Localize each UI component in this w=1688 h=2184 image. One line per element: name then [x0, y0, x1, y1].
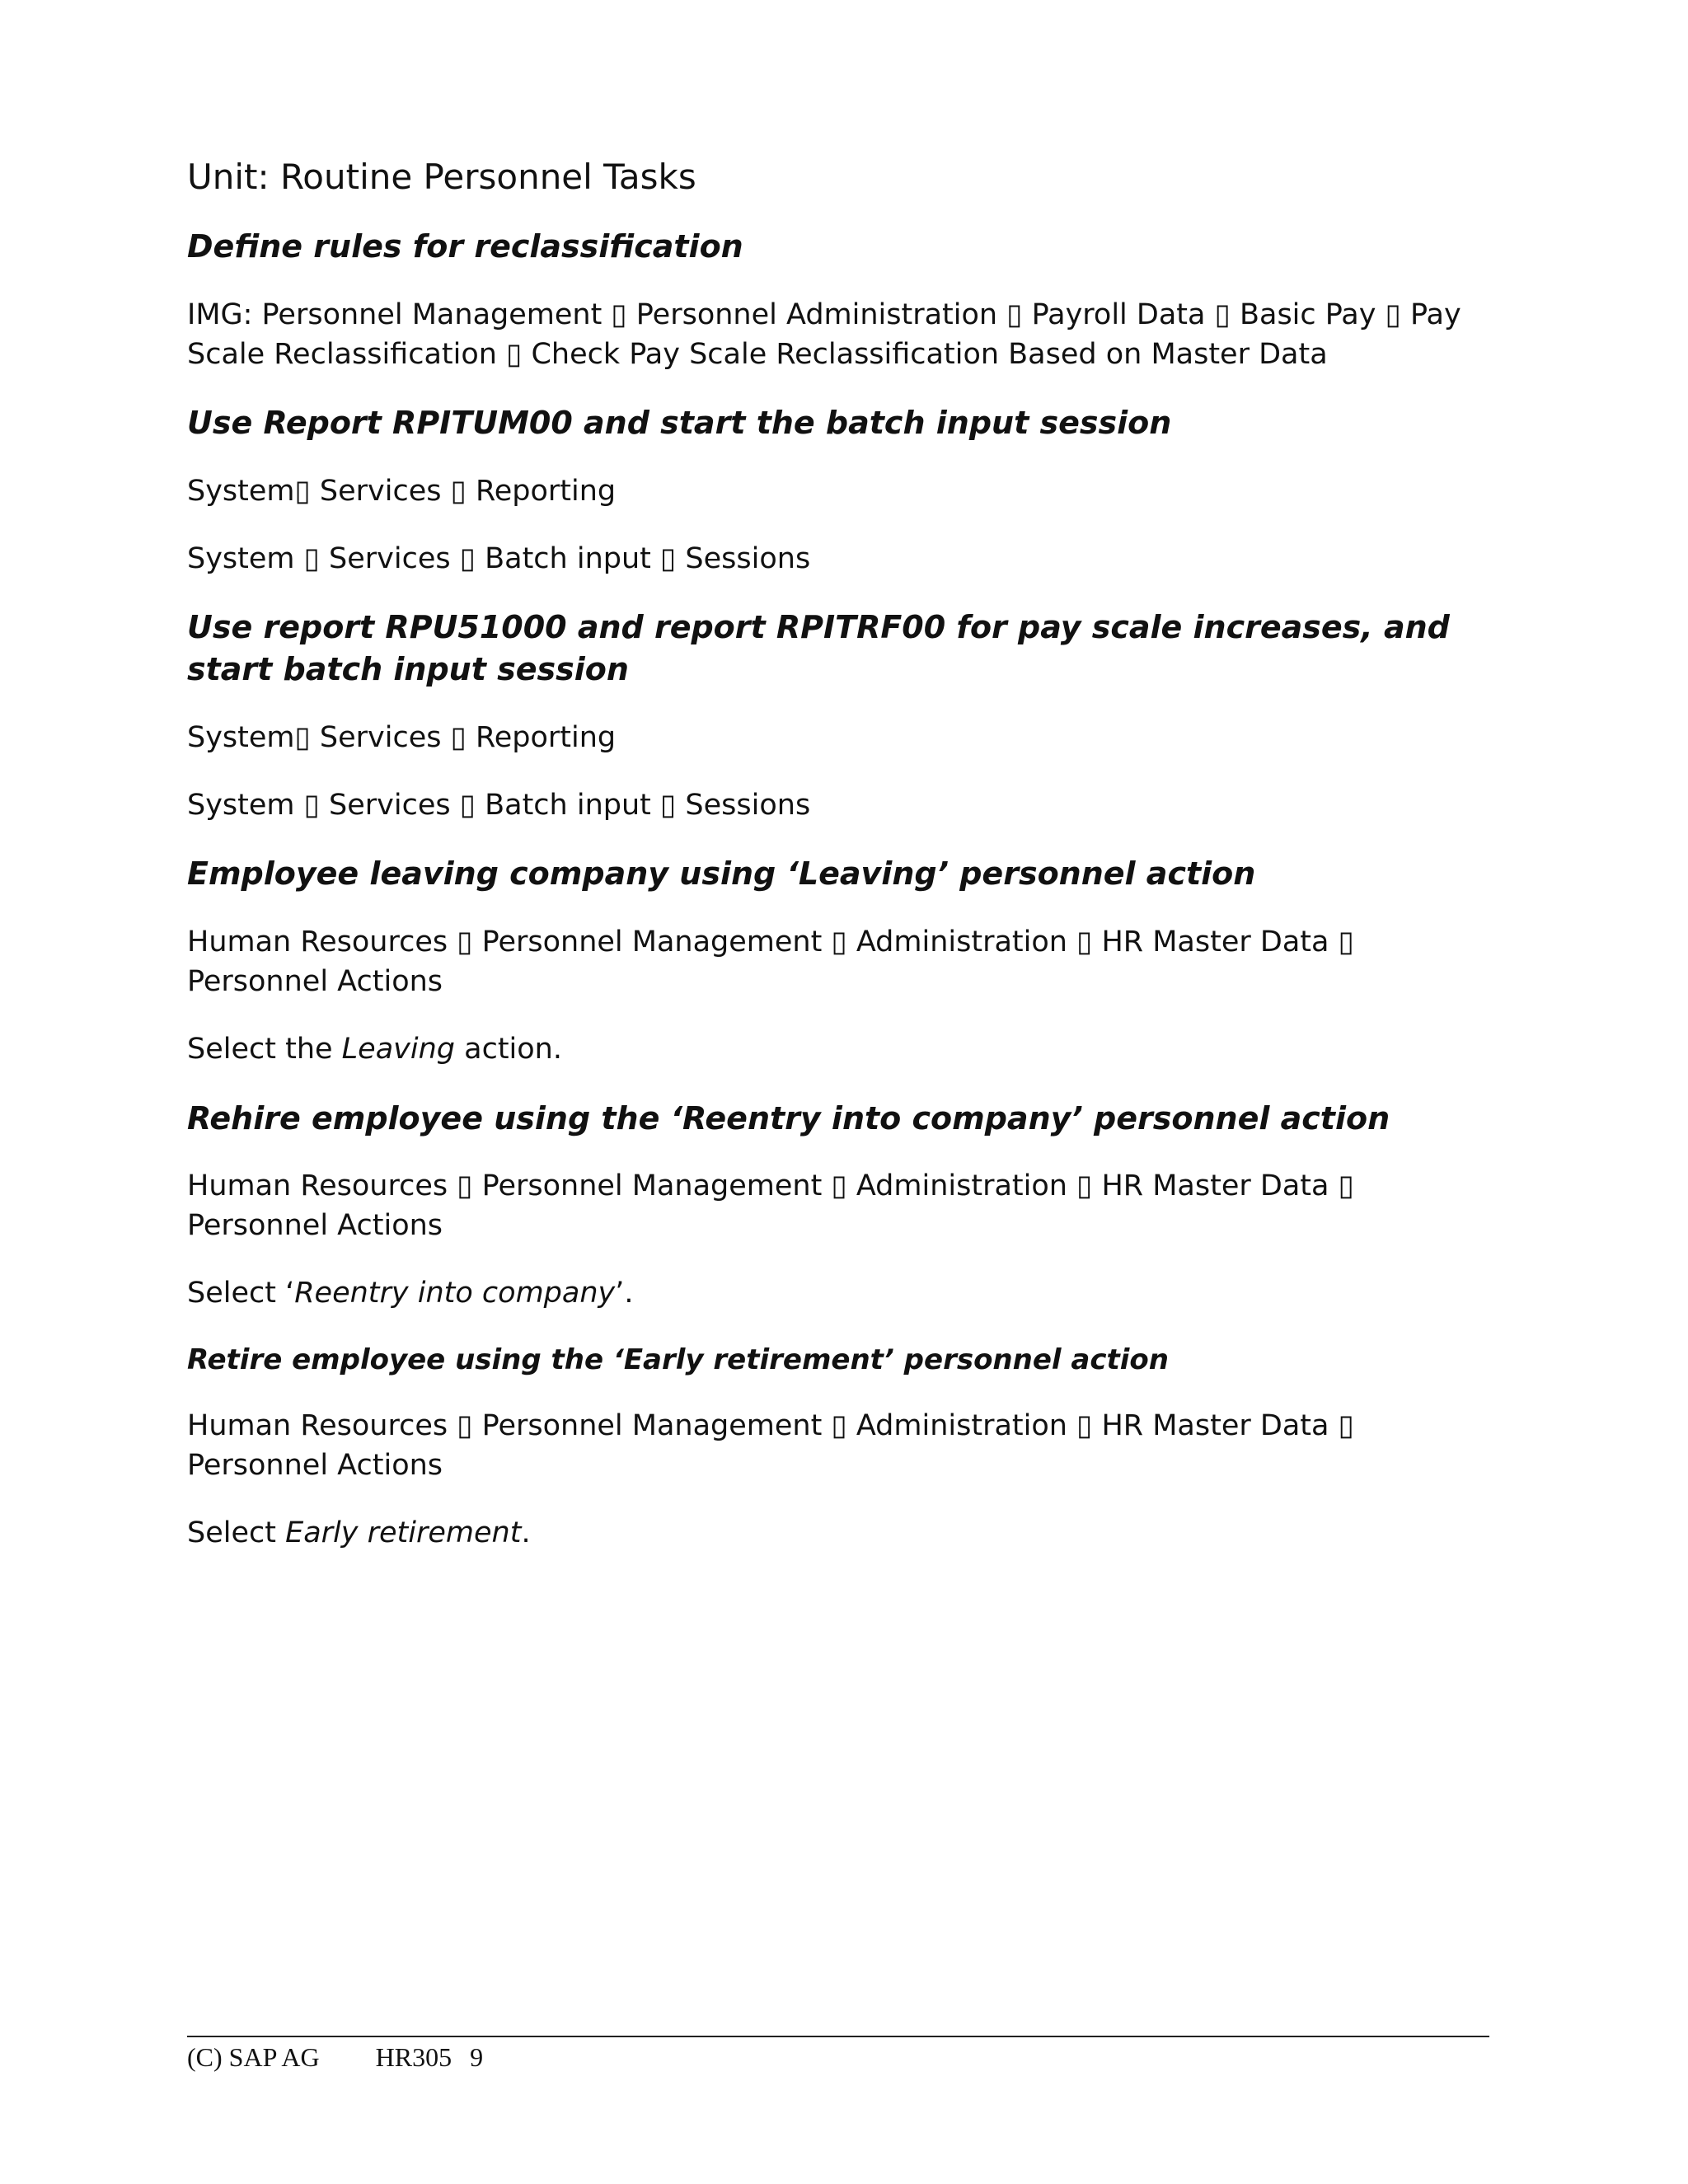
section-heading-reclassification-rules: Define rules for reclassification [187, 228, 743, 265]
section-heading-rpitum00: Use Report RPITUM00 and start the batch input session [187, 405, 1172, 442]
footer-copyright: (C) SAP AG [187, 2042, 320, 2072]
section-heading-pay-scale-increase: Use report RPU51000 and report RPITRF00 for pay scale increases, and start batch input session [187, 609, 1450, 688]
select-instruction-leaving [187, 1029, 1489, 1069]
action-name: Leaving [341, 1033, 455, 1066]
select-prefix: Select the [187, 1033, 342, 1066]
footer-course-code: HR305 [375, 2042, 452, 2072]
select-instruction-early-retirement [187, 1513, 1489, 1553]
img-path-reclassification: IMG: Personnel Management ▯ Personnel Administration ▯ Payroll Data ▯ Basic Pay ▯ Pay Scale Reclassification ▯ Check Pay Scale Reclassification Based on Master Data [187, 298, 1461, 371]
section-heading-rehire: Rehire employee using the ‘Reentry into company’ personnel action [187, 1099, 1390, 1137]
menu-path-batch-sessions: System ▯ Services ▯ Batch input ▯ Sessions [187, 789, 811, 823]
menu-path-batch-sessions: System ▯ Services ▯ Batch input ▯ Sessions [187, 541, 811, 575]
footer-page-number: 9 [470, 2042, 484, 2072]
section-heading-leaving: Employee leaving company using ‘Leaving’ personnel action [187, 855, 1256, 893]
menu-path-personnel-actions: Human Resources ▯ Personnel Management ▯ Administration ▯ HR Master Data ▯ Personnel Actions [187, 925, 1354, 998]
menu-path-personnel-actions: Human Resources ▯ Personnel Management ▯ Administration ▯ HR Master Data ▯ Personnel Actions [187, 1169, 1354, 1243]
document-page [187, 157, 1489, 1582]
select-instruction-reentry [187, 1273, 1489, 1313]
section-heading-early-retirement: Retire employee using the ‘Early retirement’ personnel action [187, 1343, 1169, 1376]
action-name: Early retirement [285, 1516, 522, 1550]
footer-divider [187, 2036, 1489, 2037]
action-name: Reentry into company [294, 1277, 616, 1310]
select-prefix: Select ‘ [187, 1277, 295, 1310]
page-footer [187, 2042, 483, 2073]
select-prefix: Select [187, 1516, 286, 1550]
select-suffix: . [521, 1516, 531, 1550]
menu-path-personnel-actions: Human Resources ▯ Personnel Management ▯ Administration ▯ HR Master Data ▯ Personnel Actions [187, 1408, 1354, 1482]
select-suffix: ’. [615, 1277, 634, 1310]
menu-path-reporting: System▯ Services ▯ Reporting [187, 474, 617, 508]
unit-title: Unit: Routine Personnel Tasks [187, 157, 696, 197]
select-suffix: action. [455, 1033, 562, 1066]
menu-path-reporting: System▯ Services ▯ Reporting [187, 720, 617, 754]
